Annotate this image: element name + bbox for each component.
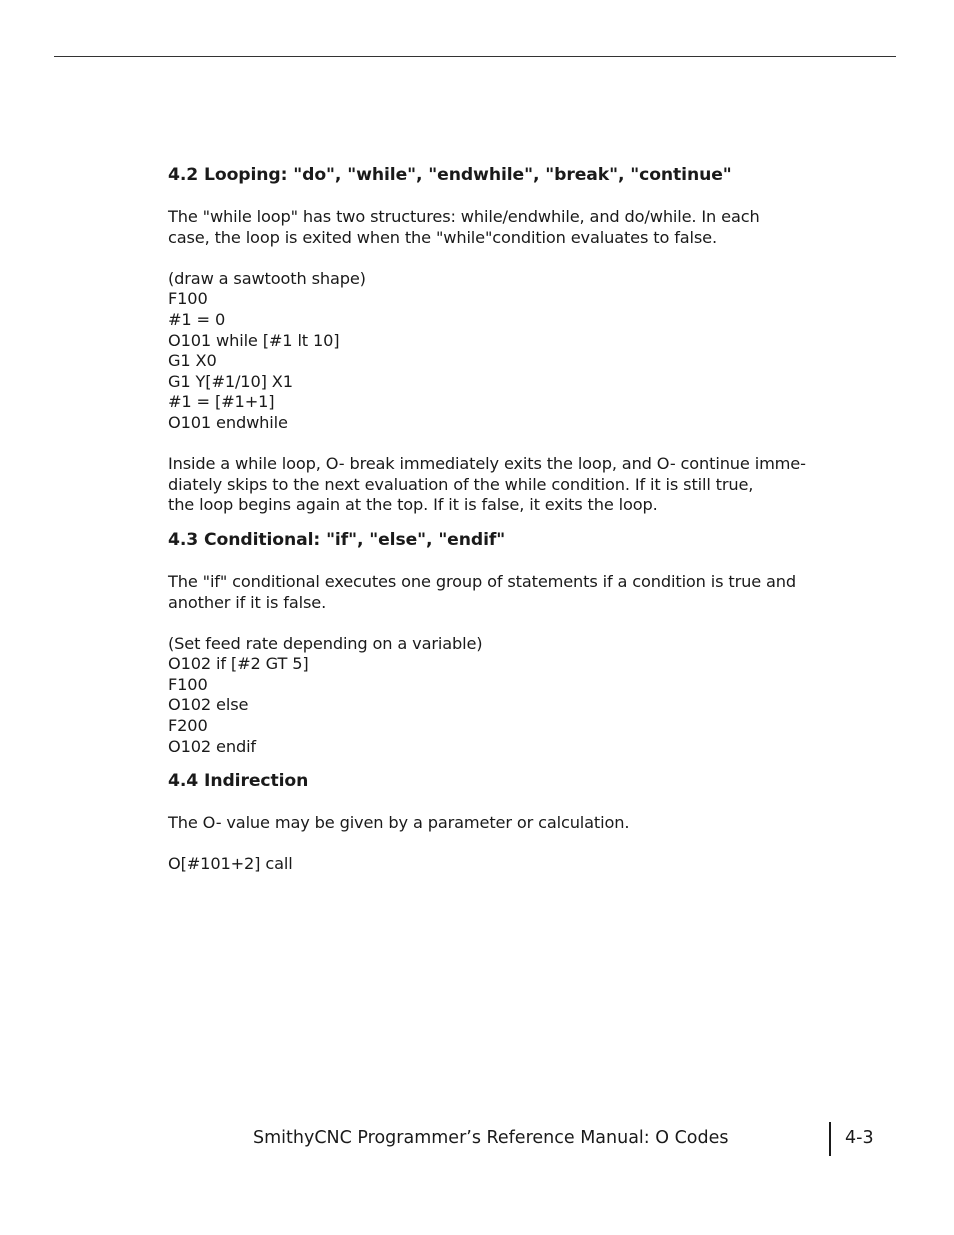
- text-line: The "while loop" has two structures: while/endwhile, and do/while. In each: [168, 207, 760, 226]
- section-4-2-intro: [168, 207, 808, 248]
- page-content: [168, 163, 808, 875]
- text-line: The O- value may be given by a parameter or calculation.: [168, 813, 630, 833]
- code-line: O102 else: [168, 695, 249, 715]
- code-line: O101 endwhile: [168, 412, 288, 432]
- code-line: G1 X0: [168, 351, 217, 371]
- code-line: #1 = 0: [168, 309, 226, 329]
- text-line: Inside a while loop, O- break immediately exits the loop, and O- continue imme-: [168, 454, 806, 474]
- code-line: O102 endif: [168, 736, 256, 756]
- section-4-2-outro: [168, 454, 808, 516]
- text-line: diately skips to the next evaluation of the while condition. If it is still true,: [168, 474, 754, 494]
- code-line: (draw a sawtooth shape): [168, 268, 366, 288]
- text-line: The "if" conditional executes one group of statements if a condition is true and: [168, 571, 797, 591]
- section-4-2-code: [168, 269, 808, 434]
- section-4-4-intro: [168, 813, 808, 834]
- page-number: 4-3: [845, 1128, 874, 1148]
- section-4-4-heading: 4.4 Indirection: [168, 771, 309, 792]
- section-4-3-code: [168, 634, 808, 758]
- code-line: G1 Y[#1/10] X1: [168, 371, 293, 391]
- section-4-2-heading: 4.2 Looping: "do", "while", "endwhile", "break", "continue": [168, 165, 732, 185]
- code-line: O102 if [#2 GT 5]: [168, 654, 309, 674]
- code-line: O101 while [#1 lt 10]: [168, 330, 340, 350]
- code-line: #1 = [#1+1]: [168, 392, 275, 412]
- section-4-3-heading: 4.3 Conditional: "if", "else", "endif": [168, 529, 506, 550]
- code-line: O[#101+2] call: [168, 854, 293, 874]
- footer-divider: [829, 1122, 831, 1156]
- text-line: another if it is false.: [168, 592, 327, 612]
- code-line: (Set feed rate depending on a variable): [168, 633, 483, 653]
- section-4-3-intro: [168, 572, 808, 613]
- text-line: case, the loop is exited when the "while"condition evaluates to false.: [168, 227, 717, 247]
- header-rule: [54, 56, 896, 57]
- text-line: the loop begins again at the top. If it is false, it exits the loop.: [168, 495, 658, 515]
- section-4-4-code: [168, 854, 808, 875]
- code-line: F200: [168, 716, 208, 736]
- code-line: F100: [168, 289, 208, 309]
- code-line: F100: [168, 674, 208, 694]
- footer-title: SmithyCNC Programmer’s Reference Manual: O Codes: [253, 1128, 729, 1148]
